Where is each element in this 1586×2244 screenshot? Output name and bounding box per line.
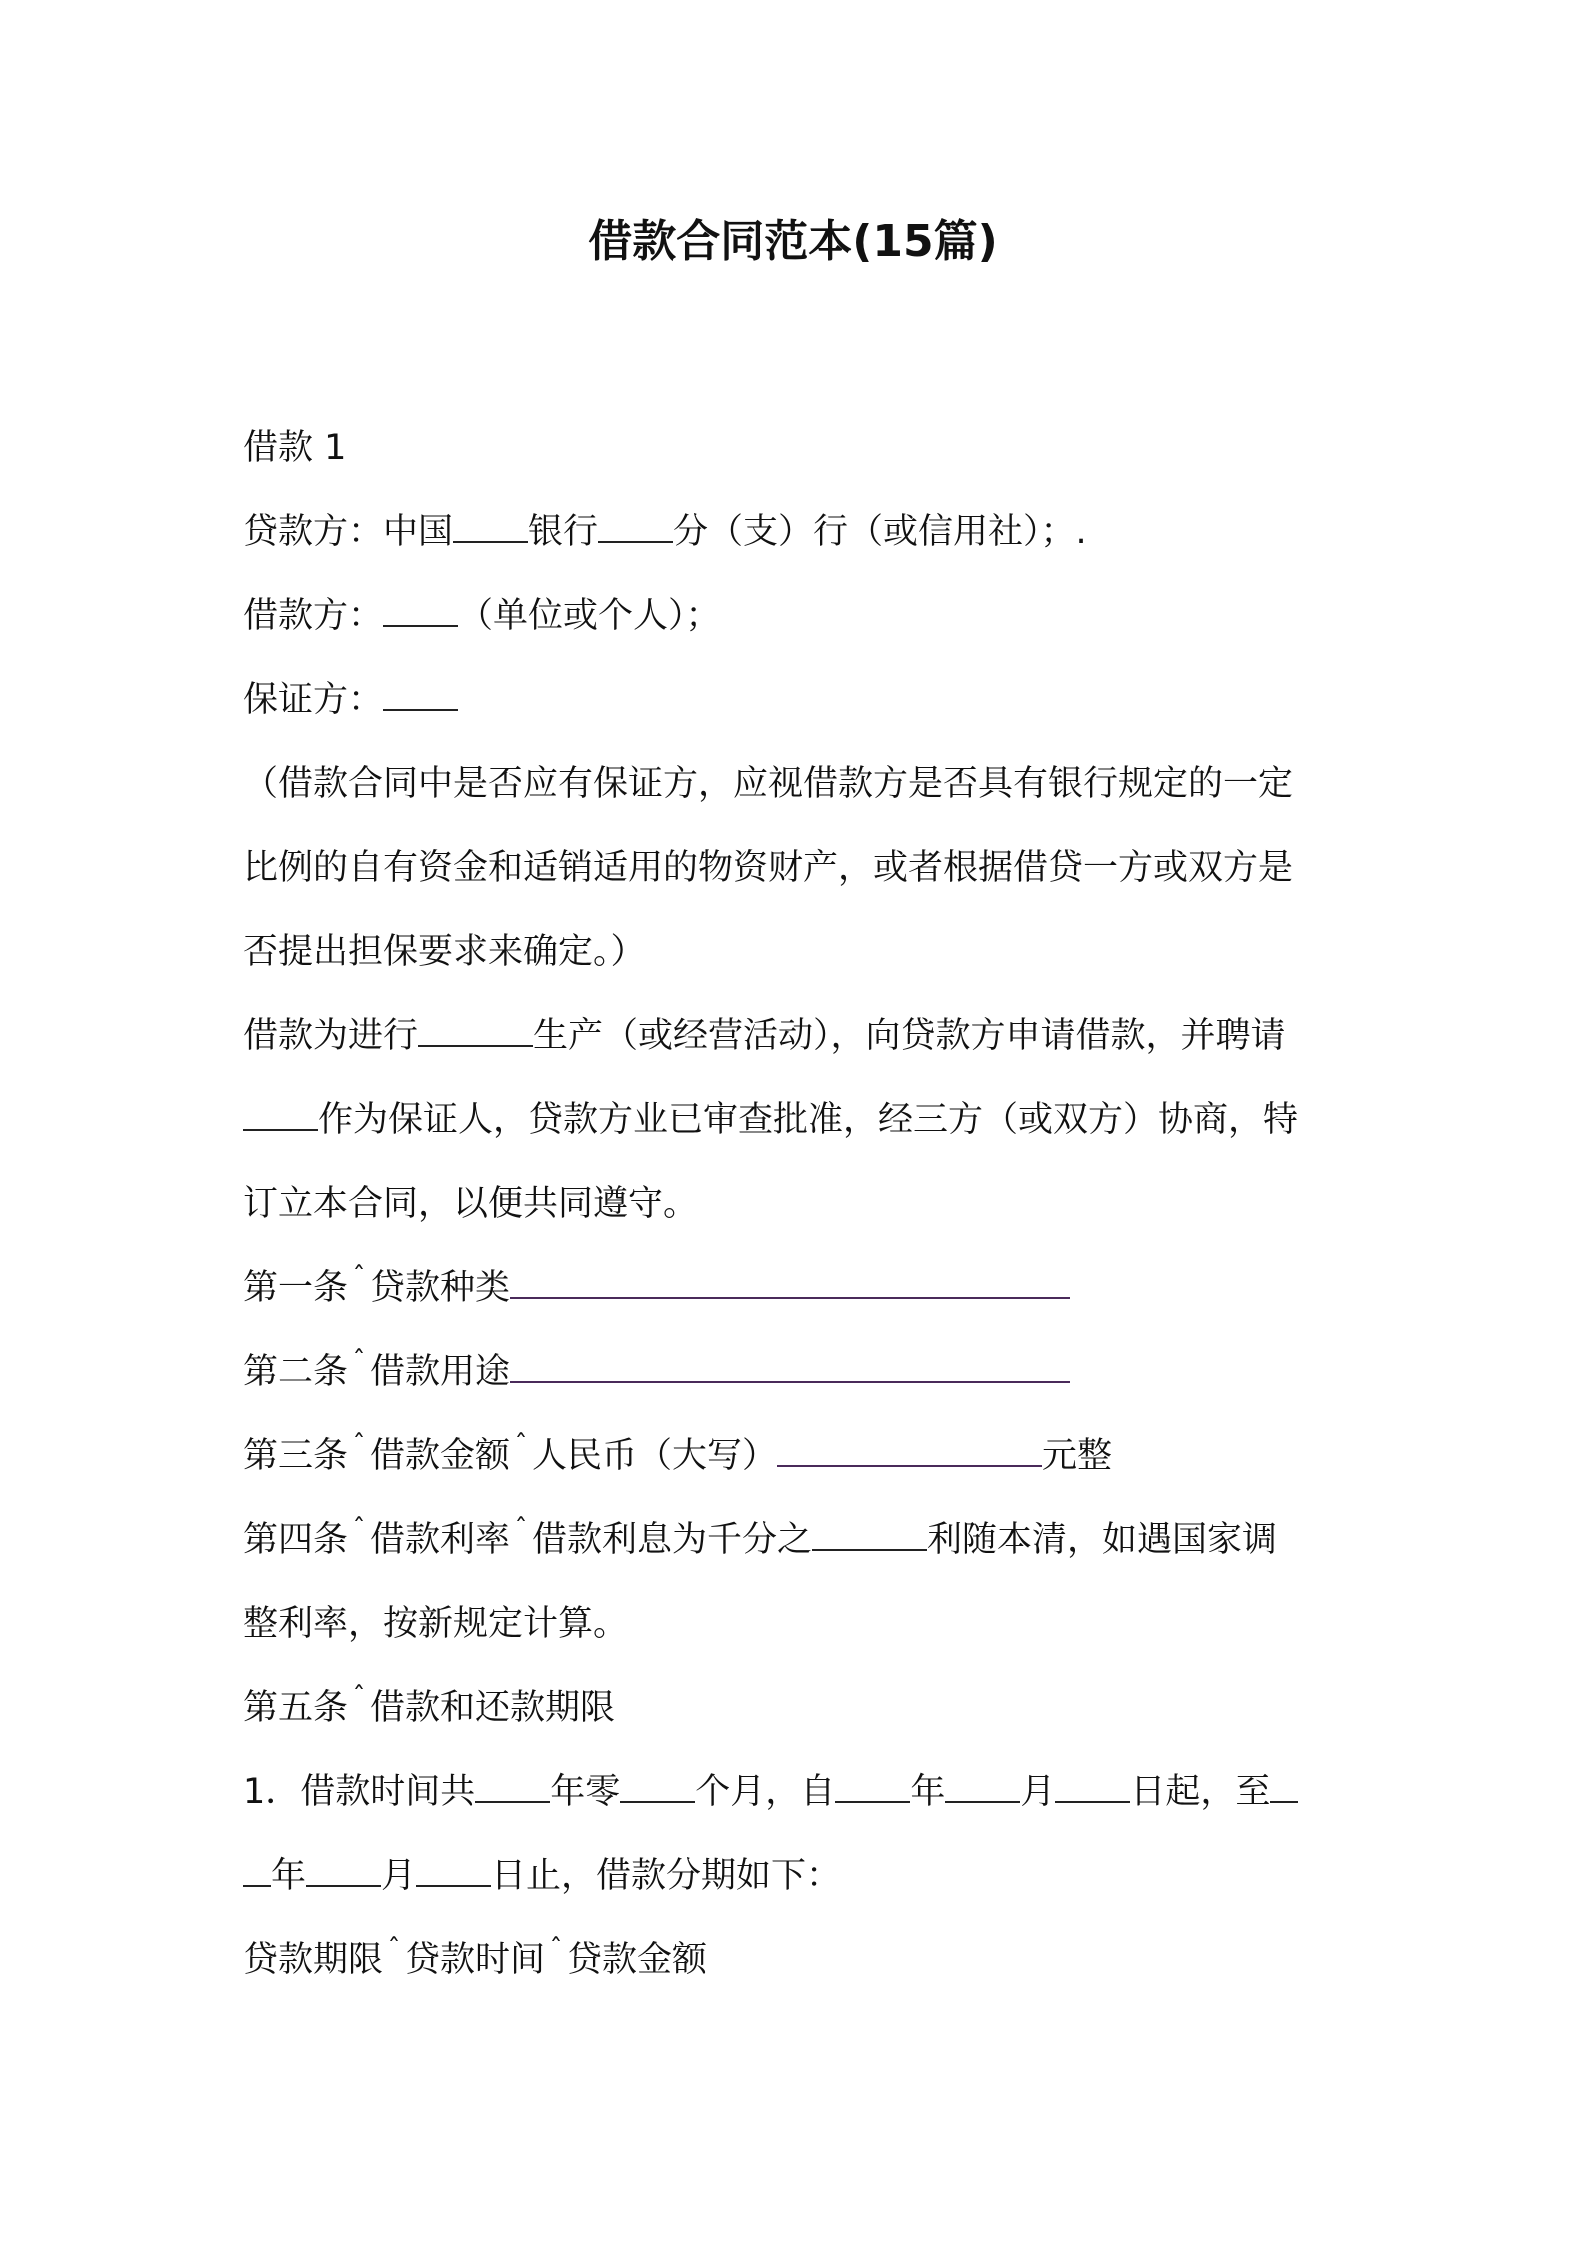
blank-field	[418, 1015, 533, 1047]
blank-field	[1270, 1771, 1298, 1803]
blank-field	[598, 511, 673, 543]
article-number: 第三条	[243, 1436, 349, 1476]
caret-mark: ˆ	[514, 1514, 528, 1544]
blank-field	[835, 1771, 910, 1803]
blank-field	[812, 1519, 927, 1551]
note-text: 比例的自有资金和适销适用的物资财产，或者根据借贷一方或双方是	[243, 848, 1294, 888]
schedule-column-time: 贷款时间	[405, 1940, 546, 1980]
document-title: 借款合同范本(15篇)	[588, 216, 998, 267]
caret-mark: ˆ	[549, 1934, 563, 1964]
lender-branch-text: 分（支）行（或信用社）；.	[673, 512, 1087, 552]
schedule-header	[243, 1918, 1358, 2002]
article-number: 第四条	[243, 1520, 349, 1560]
caret-mark: ˆ	[352, 1682, 366, 1712]
note-line	[243, 910, 1358, 994]
item-1-cont	[243, 1834, 1358, 1918]
article-text: 元整	[1042, 1436, 1113, 1476]
caret-mark: ˆ	[352, 1346, 366, 1376]
article-title: 借款和还款期限	[370, 1688, 616, 1728]
section-heading	[243, 406, 1358, 490]
item-text: 年	[910, 1772, 946, 1812]
intro-text: 作为保证人，贷款方业已审查批准，经三方（或双方）协商，特	[318, 1100, 1299, 1140]
blank-field	[510, 1267, 1070, 1299]
article-text: 整利率，按新规定计算。	[243, 1604, 629, 1644]
intro-line	[243, 1162, 1358, 1246]
article-title: 借款用途	[370, 1352, 511, 1392]
blank-field	[383, 595, 458, 627]
lender-label: 贷款方：中国	[243, 512, 454, 552]
caret-mark: ˆ	[352, 1262, 366, 1292]
blank-field	[243, 1855, 271, 1887]
item-1	[243, 1750, 1358, 1834]
article-1	[243, 1246, 1358, 1330]
article-2	[243, 1330, 1358, 1414]
blank-field	[383, 679, 458, 711]
borrower-line	[243, 574, 1358, 658]
article-text: 借款利息为千分之	[532, 1520, 813, 1560]
blank-field	[777, 1435, 1042, 1467]
item-text: 月	[381, 1856, 417, 1896]
caret-mark: ˆ	[352, 1514, 366, 1544]
blank-field	[416, 1855, 491, 1887]
item-text: 1．借款时间共	[243, 1772, 476, 1812]
article-number: 第一条	[243, 1268, 349, 1308]
blank-field	[1055, 1771, 1130, 1803]
borrower-label: 借款方：	[243, 596, 384, 636]
article-title: 借款利率	[370, 1520, 511, 1560]
note-line	[243, 742, 1358, 826]
item-text: 月	[1020, 1772, 1056, 1812]
article-4	[243, 1498, 1358, 1582]
article-number: 第二条	[243, 1352, 349, 1392]
article-4-cont	[243, 1582, 1358, 1666]
item-text: 年	[271, 1856, 307, 1896]
article-title: 贷款种类	[370, 1268, 511, 1308]
caret-mark: ˆ	[352, 1430, 366, 1460]
blank-field	[475, 1771, 550, 1803]
note-text: 否提出担保要求来确定。）	[243, 932, 646, 972]
borrower-type-text: （单位或个人）；	[458, 596, 721, 636]
item-text: 个月，自	[695, 1772, 836, 1812]
blank-field	[510, 1351, 1070, 1383]
intro-line	[243, 994, 1358, 1078]
item-text: 年零	[550, 1772, 621, 1812]
lender-bank-text: 银行	[528, 512, 599, 552]
intro-text: 订立本合同，以便共同遵守。	[243, 1184, 699, 1224]
blank-field	[620, 1771, 695, 1803]
blank-field	[453, 511, 528, 543]
article-title: 借款金额	[370, 1436, 511, 1476]
caret-mark: ˆ	[514, 1430, 528, 1460]
intro-text: 生产（或经营活动），向贷款方申请借款，并聘请	[533, 1016, 1286, 1056]
section-heading-text: 借款 1	[243, 428, 347, 468]
article-3	[243, 1414, 1358, 1498]
note-text: （借款合同中是否应有保证方，应视借款方是否具有银行规定的一定	[243, 764, 1294, 804]
intro-text: 借款为进行	[243, 1016, 419, 1056]
item-text: 日起，至	[1130, 1772, 1271, 1812]
schedule-column-term: 贷款期限	[243, 1940, 384, 1980]
intro-line	[243, 1078, 1358, 1162]
caret-mark: ˆ	[387, 1934, 401, 1964]
schedule-column-amount: 贷款金额	[567, 1940, 708, 1980]
note-line	[243, 826, 1358, 910]
article-text: 利随本清，如遇国家调	[927, 1520, 1278, 1560]
lender-line	[243, 490, 1358, 574]
guarantor-line	[243, 658, 1358, 742]
blank-field	[945, 1771, 1020, 1803]
article-number: 第五条	[243, 1688, 349, 1728]
document-body	[243, 406, 1358, 2002]
article-text: 人民币（大写）	[532, 1436, 778, 1476]
blank-field	[243, 1099, 318, 1131]
blank-field	[306, 1855, 381, 1887]
guarantor-label: 保证方：	[243, 680, 384, 720]
article-5	[243, 1666, 1358, 1750]
item-text: 日止，借款分期如下：	[491, 1856, 842, 1896]
